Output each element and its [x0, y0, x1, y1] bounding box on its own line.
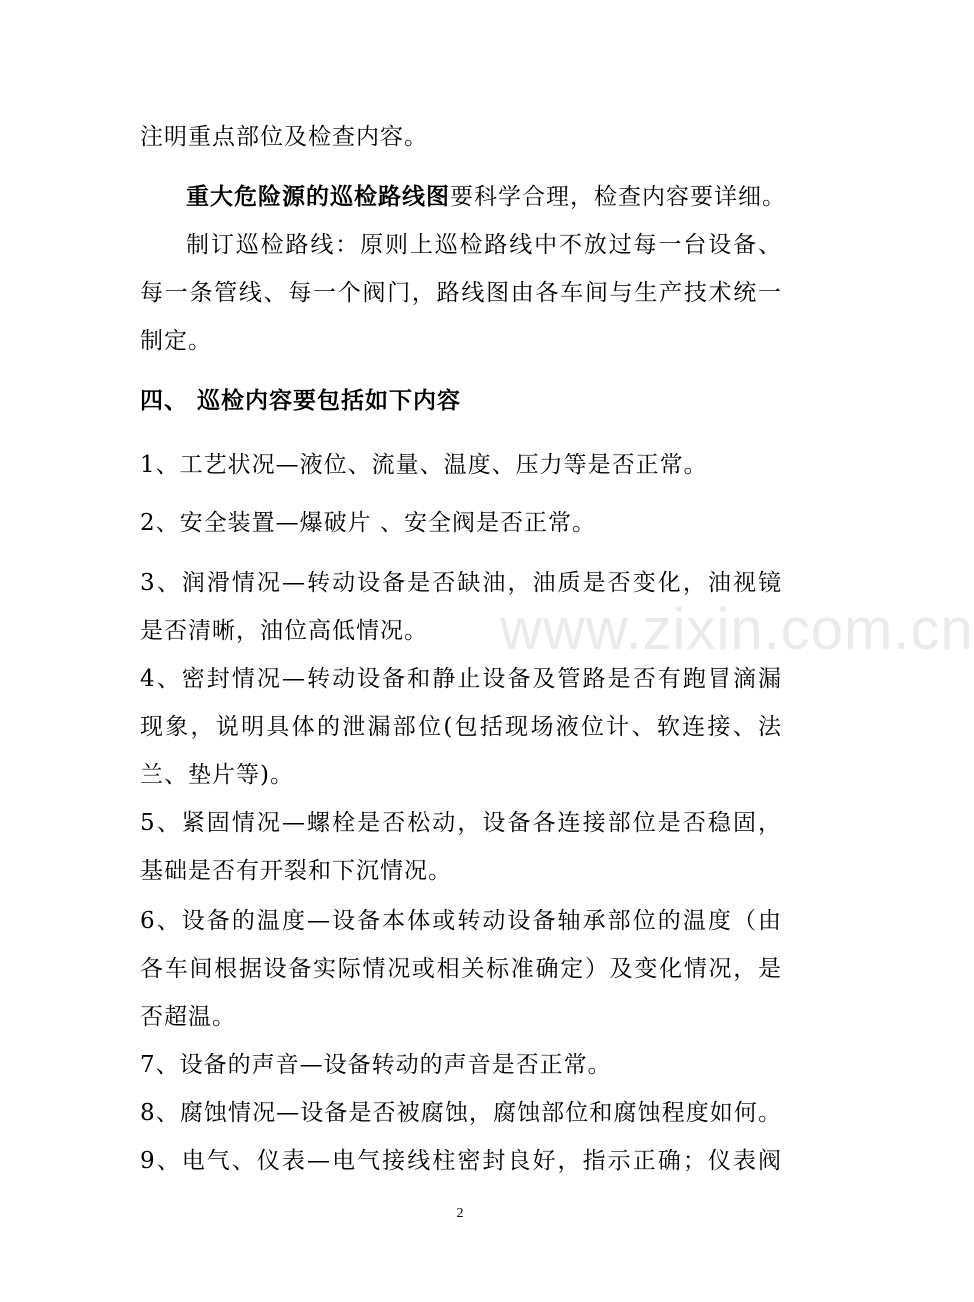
list-item: 8、腐蚀情况—设备是否被腐蚀，腐蚀部位和腐蚀程度如何。 [140, 1100, 782, 1126]
text-line: 制订巡检路线：原则上巡检路线中不放过每一台设备、 [186, 232, 782, 258]
list-item: 4、密封情况—转动设备和静止设备及管路是否有跑冒滴漏 [140, 666, 782, 692]
text-line: 要科学合理，检查内容要详细。 [450, 184, 786, 210]
text-line: 各车间根据设备实际情况或相关标准确定）及变化情况，是 [140, 956, 782, 982]
list-item: 6、设备的温度—设备本体或转动设备轴承部位的温度（由 [140, 908, 782, 934]
section-heading: 四、 巡检内容要包括如下内容 [140, 387, 462, 414]
text-line: 兰、垫片等)。 [140, 762, 294, 788]
text-line: 基础是否有开裂和下沉情况。 [140, 858, 452, 884]
list-item: 3、润滑情况—转动设备是否缺油，油质是否变化，油视镜 [140, 570, 782, 596]
list-item: 1、工艺状况—液位、流量、温度、压力等是否正常。 [140, 452, 708, 478]
page-number: 2 [456, 1206, 464, 1221]
text-line: 是否清晰，油位高低情况。 [140, 618, 428, 644]
watermark: www.zixin.com.cn [500, 597, 974, 662]
list-item: 9、电气、仪表—电气接线柱密封良好，指示正确；仪表阀 [140, 1148, 782, 1174]
list-item: 7、设备的声音—设备转动的声音是否正常。 [140, 1052, 612, 1078]
text-line: 现象，说明具体的泄漏部位(包括现场液位计、软连接、法 [140, 714, 782, 740]
bold-heading-inline: 重大危险源的巡检路线图 [186, 183, 450, 210]
text-line: 注明重点部位及检查内容。 [140, 124, 428, 150]
text-line: 每一条管线、每一个阀门，路线图由各车间与生产技术统一 [140, 280, 782, 306]
text-line: 制定。 [140, 328, 212, 354]
paragraph-major-hazard [186, 182, 786, 212]
text-line: 否超温。 [140, 1004, 236, 1030]
list-item: 5、紧固情况—螺栓是否松动，设备各连接部位是否稳固， [140, 810, 782, 836]
list-item: 2、安全装置—爆破片 、安全阀是否正常。 [140, 510, 596, 536]
